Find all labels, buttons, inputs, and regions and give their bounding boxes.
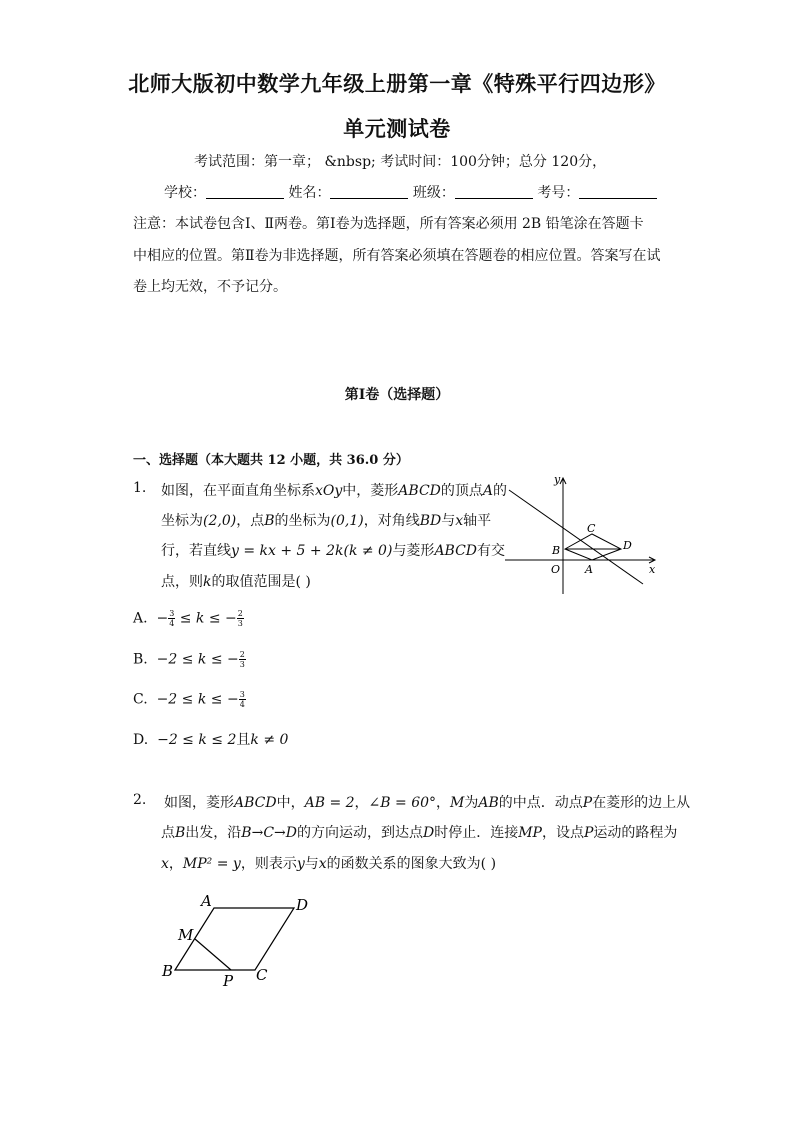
section-title: 第Ⅰ卷（选择题） [344, 387, 450, 403]
point-a-label: A [585, 563, 593, 576]
q2-math: y [296, 856, 305, 872]
q1-text: 的 [493, 483, 508, 499]
rhombus-abcd [565, 534, 621, 560]
q2-math: MP [518, 825, 542, 841]
point-b-label: B [552, 544, 561, 557]
segment-mp [195, 939, 231, 970]
id-blank[interactable] [579, 184, 657, 199]
q1-option-c[interactable] [133, 690, 246, 709]
q2-line-3 [161, 853, 496, 873]
q1-line-3 [161, 540, 505, 560]
notice-line-3: 卷上均无效，不予记分。 [133, 279, 287, 295]
option-math: ≤ k ≤ − [175, 610, 237, 627]
option-math: − [156, 610, 169, 627]
q1-math: y = kx + 5 + 2k(k ≠ 0) [231, 543, 393, 559]
q1-text: 的顶点 [440, 483, 483, 499]
q1-text: 的取值范围是( ) [211, 574, 311, 590]
numerator: 3 [169, 609, 175, 618]
id-label: 考号： [537, 185, 580, 201]
option-label: D. [133, 732, 149, 748]
q1-math: A [482, 483, 494, 499]
q2-text: 的函数关系的图象大致为( ) [326, 856, 497, 872]
q2-math: ABCD [234, 795, 277, 811]
q1-math: ABCD [434, 543, 478, 559]
q2-math: P [583, 825, 594, 841]
q2-text: ，设点 [541, 825, 584, 841]
q1-text: 点，则 [161, 574, 203, 590]
denominator: 4 [169, 619, 175, 628]
y-label: y [554, 473, 561, 486]
q1-text: ，对角线 [363, 513, 420, 529]
x-label: x [649, 563, 656, 576]
part-heading: 一、选择题（本大题共 12 小题，共 36.0 分） [133, 453, 409, 468]
q2-text: ， [168, 856, 183, 872]
point-c-label: C [587, 522, 596, 535]
q1-math: (2,0) [203, 513, 237, 529]
q1-math: ABCD [398, 483, 441, 499]
origin-label: O [551, 563, 561, 576]
q2-math: B→C→D [241, 825, 297, 841]
school-label: 学校： [164, 185, 206, 201]
option-text: 且 [236, 732, 251, 748]
q2-text: ， [436, 795, 451, 811]
q2-math: ∠B = 60° [368, 795, 437, 811]
q1-line-1 [161, 480, 507, 500]
point-p-label: P [223, 972, 234, 990]
q2-rhombus-figure [158, 890, 328, 990]
fraction [239, 650, 246, 669]
q2-line-1 [164, 792, 690, 812]
q1-text: ，点 [236, 513, 265, 529]
q1-text: 中，菱形 [342, 483, 399, 499]
q1-line-2 [161, 510, 491, 530]
q1-option-a[interactable] [133, 609, 244, 628]
q1-text: 行，若直线 [161, 543, 231, 559]
denominator: 4 [239, 700, 245, 709]
q2-text: 的中点．动点 [498, 795, 583, 811]
class-blank[interactable] [455, 184, 533, 199]
name-blank[interactable] [330, 184, 408, 199]
q2-text: ，则表示 [240, 856, 297, 872]
notice-line-2: 中相应的位置。第Ⅱ卷为非选择题，所有答案必须填在答题卷的相应位置。答案写在试 [133, 248, 661, 264]
q1-math: k [203, 574, 212, 590]
point-d-label: D [623, 539, 632, 552]
q2-text: 在菱形的边上从 [592, 795, 691, 811]
q1-math: BD [419, 513, 442, 529]
q1-option-b[interactable] [133, 650, 246, 669]
page-title: 北师大版初中数学九年级上册第一章《特殊平行四边形》 [128, 71, 666, 96]
q2-text: 时停止．连接 [434, 825, 519, 841]
notice-line-1: 注意：本试卷包含Ⅰ、Ⅱ两卷。第Ⅰ卷为选择题，所有答案必须用 2B 铅笔涂在答题卡 [133, 216, 644, 232]
q1-line-4 [161, 571, 311, 591]
q2-math: x [318, 856, 327, 872]
option-math: −2 ≤ k ≤ − [156, 651, 239, 668]
q1-text: 的坐标为 [274, 513, 331, 529]
q2-text: 的方向运动，到达点 [296, 825, 423, 841]
q1-option-d[interactable] [133, 729, 288, 749]
q1-text: 如图，在平面直角坐标系 [161, 483, 315, 499]
numerator: 3 [239, 690, 245, 699]
q1-math: (0,1) [330, 513, 364, 529]
q1-text: 轴平 [463, 513, 492, 529]
q2-text: 如图，菱形 [164, 795, 234, 811]
option-label: C. [133, 691, 148, 708]
numerator: 2 [239, 650, 245, 659]
q1-math: xOy [315, 483, 343, 499]
q2-text: 运动的路程为 [593, 825, 678, 841]
option-math: −2 ≤ k ≤ 2 [157, 732, 237, 748]
denominator: 3 [239, 660, 245, 669]
q2-math: x [161, 856, 169, 872]
q1-number: 1. [133, 480, 147, 496]
q2-math: AB = 2 [304, 795, 355, 811]
name-label: 姓名： [288, 185, 331, 201]
school-blank[interactable] [206, 184, 284, 199]
point-d-label: D [296, 896, 309, 914]
q1-math: x [455, 513, 464, 529]
q2-math: AB [478, 795, 499, 811]
option-label: A. [133, 610, 148, 627]
student-info-row [164, 182, 657, 202]
denominator: 3 [237, 619, 243, 628]
option-label: B. [133, 651, 148, 668]
q2-text: 与 [304, 856, 319, 872]
point-m-label: M [178, 926, 194, 944]
option-math: k ≠ 0 [250, 732, 289, 748]
q2-line-2 [161, 822, 677, 842]
q2-text: 中， [276, 795, 305, 811]
q1-text: 坐标为 [161, 513, 203, 529]
option-math: −2 ≤ k ≤ − [156, 691, 239, 708]
q1-math: B [264, 513, 275, 529]
fraction [239, 690, 246, 709]
q2-math: P [582, 795, 593, 811]
numerator: 2 [237, 609, 243, 618]
q2-math: M [450, 795, 465, 811]
q2-math: MP² = y [182, 856, 241, 872]
q2-text: ， [354, 795, 369, 811]
fraction [237, 609, 244, 628]
q2-text: 为 [464, 795, 479, 811]
point-a-label: A [201, 892, 212, 910]
q1-text: 与菱形 [392, 543, 435, 559]
class-label: 班级： [412, 185, 455, 201]
exam-info: 考试范围：第一章； &nbsp; 考试时间：100分钟；总分 120分， [194, 154, 607, 170]
page-subtitle: 单元测试卷 [343, 116, 451, 141]
q2-number: 2. [133, 792, 147, 808]
q2-math: B [175, 825, 186, 841]
point-c-label: C [256, 966, 268, 984]
q2-text: 出发，沿 [185, 825, 242, 841]
q2-text: 点 [161, 825, 175, 841]
q1-coordinate-figure [505, 472, 665, 597]
point-b-label: B [162, 962, 174, 980]
q1-text: 与 [441, 513, 456, 529]
q1-text: 有交 [477, 543, 506, 559]
q2-math: D [422, 825, 435, 841]
line-y-kx [509, 490, 643, 584]
